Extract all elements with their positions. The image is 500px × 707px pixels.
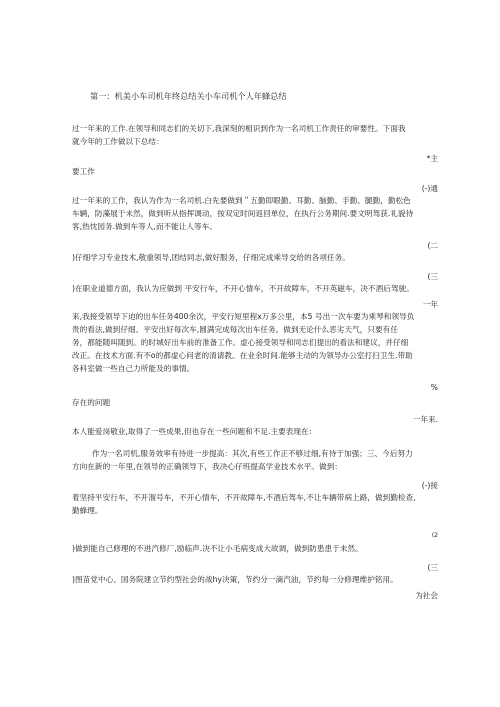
text-line: 方向在新的一年里,在领导的正确领导下，我决心仔班提高学业技术水平。做到：	[72, 462, 342, 471]
text-line: 勤蜂理。	[72, 506, 103, 515]
text-line: 改正。在技术方面.有不o的都虚心问老的清请教。在业余时间.能够主动的为领导办公室打扫卫生.带助	[72, 351, 413, 360]
text-line: 来,我接受领导下迫的出车任务400余次，平安行短里程x万多公里，本5 号出一次车要为乘琴和领导负	[72, 312, 415, 321]
text-line: )做到能自己修理的不进汽修厂,励临声.决不让小毛病变成大故调，做到防患患于未然。	[72, 544, 363, 553]
text-line: 过一年来的工作，我认为作为一名司机.白先要做到＂五勤即眼勤、耳勤、脑勤、手勤、腿勤，勤松色	[72, 196, 411, 205]
text-line: 为社会	[415, 591, 438, 600]
text-line: (-)通	[421, 184, 438, 193]
section-heading: 存在的问题	[72, 398, 111, 407]
text-line: 各科室做一些自己力所能及的事情。	[72, 364, 195, 373]
text-line: (-)接	[421, 481, 438, 490]
text-line: 客,热忱园务.做到车等人,而不能让人等车。	[72, 222, 217, 231]
text-line: 着坚持平安行车，不开溜号车，不开心情车，不开故障车,不酒后驾车,不让车辆带病上路，做到勤检查,	[72, 493, 416, 502]
text-line: 作为一名司机,服务效率有待进一步提高：其次,有些工作正不够过细,有待于加强；三、今后努力	[92, 449, 413, 458]
text-line: 务，都能随叫随到。的时城好出车前的准备工作。虚心接受领导和同志们提出的看法和建议，并仔细	[72, 338, 409, 347]
text-line: )在职业道德方面，我认为应做到 平安行车，不开心情车，不开故障车，不开英磁车，决不酒后驾驶。	[72, 284, 414, 293]
text-line: (2	[431, 532, 438, 539]
text-line: )仔细学习专业技术,敬重领导,团结同志,做好服务，仔细完成乘导交给的各项任务。	[72, 253, 350, 262]
text-line: 一年来.	[412, 415, 438, 424]
text-line: 过一年来的工作.在领导和同志们的关切下,我深刻的相识到作为一名司机工作责任的审要性。下面我	[72, 124, 406, 133]
text-line: 就今年的工作做以下总结：	[72, 137, 164, 146]
text-line: (三	[427, 563, 438, 572]
text-line: 贵的看法,做到仔细、平安出好每次车,圆满完成每次出车任务。做到无论什么恶劣天气，只要有任	[72, 325, 398, 334]
text-line: 本人能爱岗敬业,取得了一些成果,但也存在一些问题和不足.主要表现在：	[72, 427, 317, 436]
text-line: %	[430, 383, 438, 392]
text-line: 一年	[422, 300, 438, 309]
text-line: 车辆，防藻展于未然，做到听从指挥调动，按双定时间返回单位，在执行公务期间.要文明驾获.礼貌待	[72, 209, 414, 218]
text-line: )图苗党中心、国务院建立节约型社会的战hy决策，节约分一滴汽油，节约每一分修理维护铭用。	[72, 575, 398, 584]
document-title: 第一：机美小车司机年终总结关小车司机个人年蜂总结	[90, 91, 287, 101]
text-line: 要工作	[72, 167, 95, 176]
text-line: (三	[427, 272, 438, 281]
text-line: (二	[427, 241, 438, 250]
text-line: *主	[426, 154, 438, 163]
